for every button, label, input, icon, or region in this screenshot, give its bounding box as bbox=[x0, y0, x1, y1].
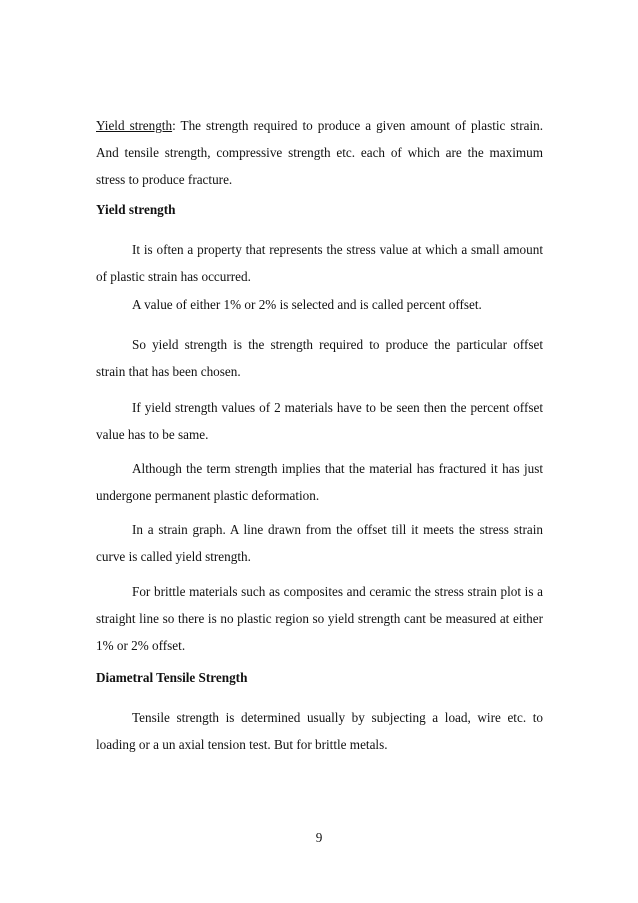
page-number: 9 bbox=[315, 830, 323, 845]
intro-term: Yield strength bbox=[96, 118, 173, 133]
paragraph: So yield strength is the strength required to produce the particular offset strain that has been chosen. bbox=[96, 337, 543, 379]
paragraph: In a strain graph. A line drawn from the offset till it meets the stress strain curve is called yield strength. bbox=[96, 522, 543, 564]
paragraph: It is often a property that represents the stress value at which a small amount of plastic strain has occurred. bbox=[96, 242, 543, 284]
section-heading-diametral-tensile-strength: Diametral Tensile Strength bbox=[96, 670, 248, 685]
intro-text: : The strength required to produce a given amount of plastic strain. And tensile strength, compressive strength etc. each of which are the maximum stress to produce fracture. bbox=[96, 118, 543, 187]
intro-paragraph bbox=[96, 112, 543, 193]
section-heading-yield-strength: Yield strength bbox=[96, 202, 176, 217]
paragraph: A value of either 1% or 2% is selected and is called percent offset. bbox=[132, 297, 482, 312]
paragraph: If yield strength values of 2 materials have to be seen then the percent offset value has to be same. bbox=[96, 400, 543, 442]
paragraph: For brittle materials such as composites and ceramic the stress strain plot is a straight line so there is no plastic region so yield strength cant be measured at either 1% or 2% offset. bbox=[96, 584, 543, 653]
paragraph: Tensile strength is determined usually by subjecting a load, wire etc. to loading or a un axial tension test. But for brittle metals. bbox=[96, 710, 543, 752]
paragraph: Although the term strength implies that the material has fractured it has just undergone permanent plastic deformation. bbox=[96, 461, 543, 503]
